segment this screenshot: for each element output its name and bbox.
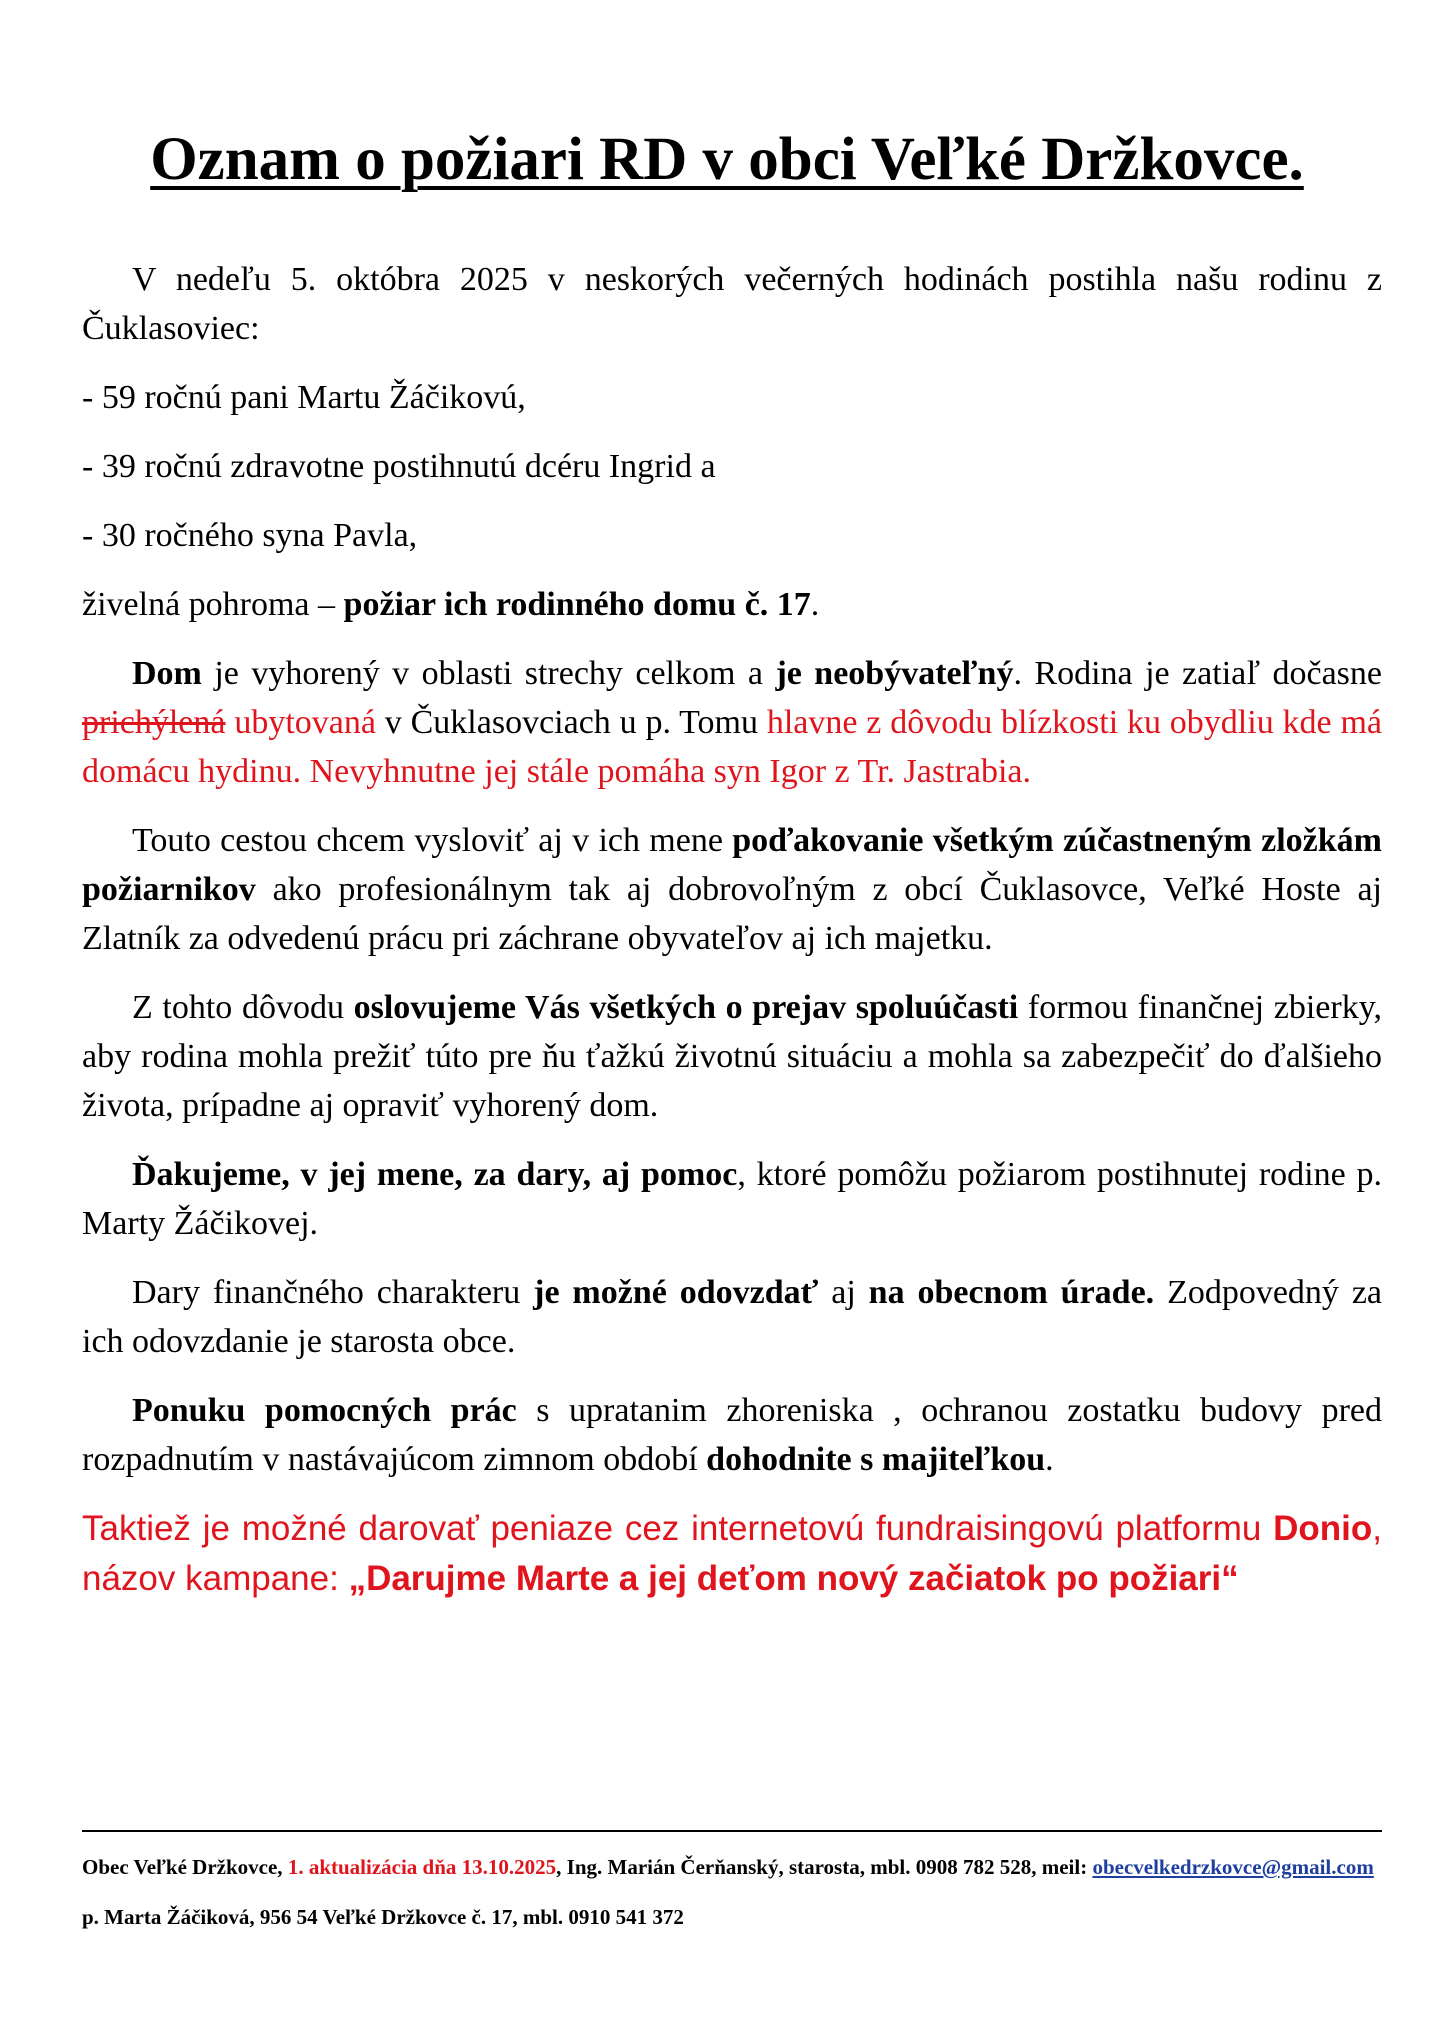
disaster-line: živelná pohroma – požiar ich rodinného domu č. 17. xyxy=(82,586,820,623)
update-note: 1. aktualizácia dňa 13.10.2025 xyxy=(287,1855,557,1879)
page-title-text: Oznam o požiari RD v obci Veľké Držkovce. xyxy=(150,125,1304,193)
footer-owner-line: p. Marta Žáčiková, 956 54 Veľké Držkovce č. 17, mbl. 0910 541 372 xyxy=(82,1905,684,1929)
appeal-paragraph: Z tohto dôvodu oslovujeme Vás všetkých o prejav spoluúčasti formou finančnej zbierky, aby rodina mohla prežiť túto pre ňu ťažkú životnú situáciu a mohla sa zabezpečiť do ďalšieho života, prípadne aj opraviť vyhorený dom. xyxy=(82,989,1382,1124)
donio-platform: Donio xyxy=(1273,1509,1373,1548)
footer-contact-line: Obec Veľké Držkovce, 1. aktualizácia dňa 13.10.2025, Ing. Marián Čerňanský, starosta, mbl. 0908 782 528, meil: obecvelkedrzkovce@gmail.com xyxy=(82,1855,1374,1879)
list-item-pavol: - 30 ročného syna Pavla, xyxy=(82,517,418,554)
thanks-firefighters-paragraph: Touto cestou chcem vysloviť aj v ich mene poďakovanie všetkým zúčastneným zložkám požiarnikov ako profesionálnym tak aj dobrovoľným z obcí Čuklasovce, Veľké Hoste aj Zlatník za odvedenú prácu pri záchrane obyvateľov aj ich majetku. xyxy=(82,822,1382,957)
gratitude-paragraph: Ďakujeme, v jej mene, za dary, aj pomoc, ktoré pomôžu požiarom postihnutej rodine p. Marty Žáčikovej. xyxy=(82,1156,1382,1242)
footer xyxy=(82,1852,1382,1932)
email-link[interactable]: obecvelkedrzkovce@gmail.com xyxy=(1092,1855,1374,1879)
house-status-paragraph: Dom je vyhorený v oblasti strechy celkom a je neobývateľný. Rodina je zatiaľ dočasne prichýlená ubytovaná v Čuklasovciach u p. Tomu hlavne z dôvodu blízkosti ku obydliu kde má domácu hydinu. Nevyhnutne jej stále pomáha syn Igor z Tr. Jastrabia. xyxy=(82,655,1382,790)
intro-paragraph: V nedeľu 5. októbra 2025 v neskorých večerných hodinách postihla našu rodinu z Čuklasoviec: xyxy=(82,261,1382,347)
red-note: hlavne z dôvodu blízkosti ku obydliu kde má domácu hydinu. Nevyhnutne jej stále pomáha syn Igor z Tr. Jastrabia. xyxy=(82,704,1382,790)
footer-divider xyxy=(82,1830,1382,1832)
help-offer-paragraph: Ponuku pomocných prác s upratanim zhoreniska , ochranou zostatku budovy pred rozpadnutím v nastávajúcom zimnom období dohodnite s majiteľkou. xyxy=(82,1392,1382,1478)
announcement-body xyxy=(82,255,1382,1604)
list-item-ingrid: - 39 ročnú zdravotne postihnutú dcéru Ingrid a xyxy=(82,448,716,485)
donations-paragraph: Dary finančného charakteru je možné odovzdať aj na obecnom úrade. Zodpovedný za ich odovzdanie je starosta obce. xyxy=(82,1274,1383,1360)
struck-word: prichýlená xyxy=(82,704,226,741)
fundraising-paragraph: Taktiež je možné darovať peniaze cez internetovú fundraisingovú platformu Donio, názov kampane: „Darujme Marte a jej deťom nový začiatok po požiari“ xyxy=(82,1509,1382,1598)
page-title xyxy=(0,125,1454,195)
campaign-name: „Darujme Marte a jej deťom nový začiatok po požiari“ xyxy=(348,1559,1239,1598)
list-item-marta: - 59 ročnú pani Martu Žáčikovú, xyxy=(82,379,526,416)
